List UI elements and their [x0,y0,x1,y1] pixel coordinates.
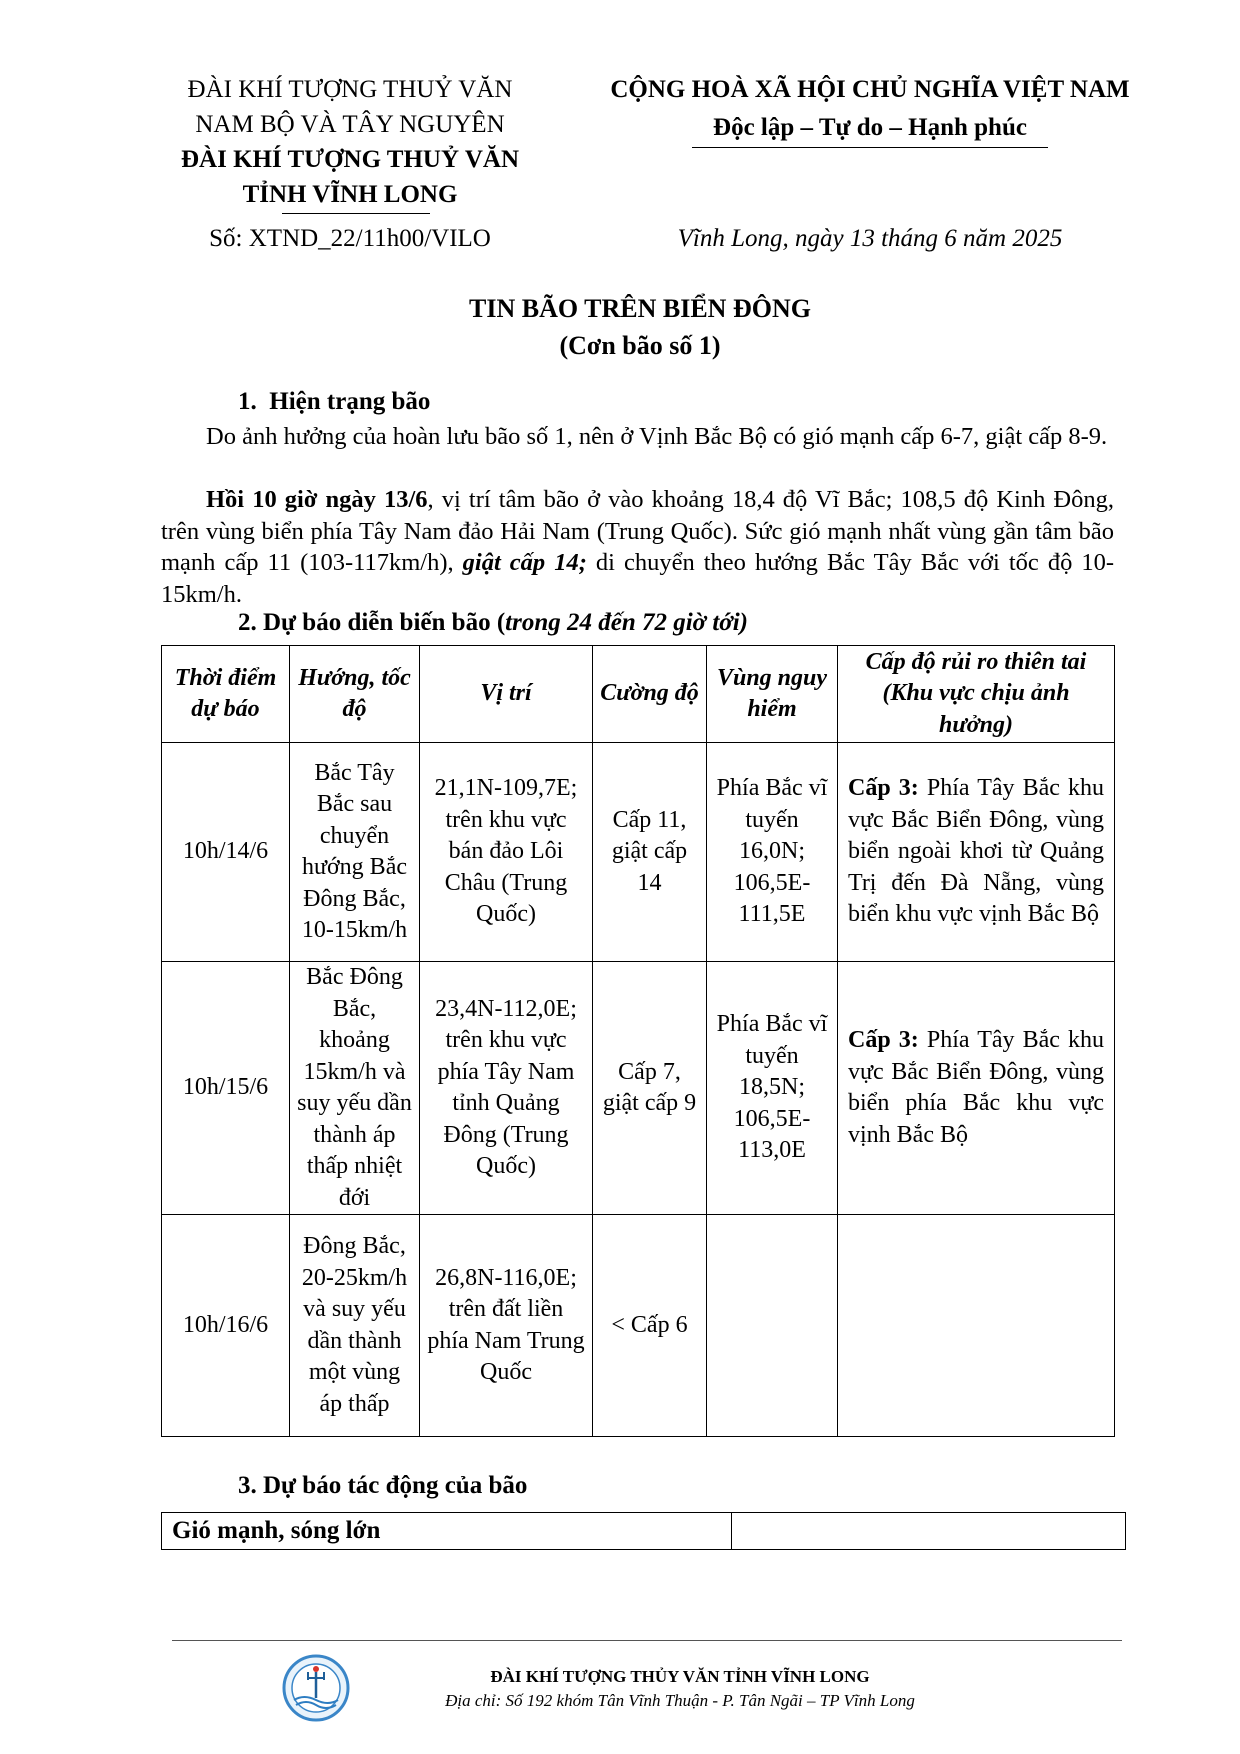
footer-org-name: ĐÀI KHÍ TƯỢNG THỦY VĂN TỈNH VĨNH LONG [490,1667,870,1686]
cell-direction: Đông Bắc, 20-25km/h và suy yếu dần thành một vùng áp thấp [290,1215,420,1437]
section1-paragraph1: Do ảnh hưởng của hoàn lưu bão số 1, nên ở Vịnh Bắc Bộ có gió mạnh cấp 6-7, giật cấp 8-9. [206,423,1108,450]
section2-heading [238,605,748,640]
cell-intensity: Cấp 11, giật cấp 14 [593,743,707,962]
col-header-direction: Hướng, tốc độ [290,646,420,743]
cell-danger-zone: Phía Bắc vĩ tuyến 16,0N; 106,5E-111,5E [707,743,838,962]
impact-table [161,1512,1126,1550]
cell-risk [838,1215,1115,1437]
cell-risk [838,743,1115,962]
footer-address: Địa chỉ: Số 192 khóm Tân Vĩnh Thuận - P. Tân Ngãi – TP Vĩnh Long [445,1691,915,1710]
section1-title: Hiện trạng bão [269,388,431,415]
col-header-risk-level: Cấp độ rủi ro thiên tai (Khu vực chịu ảnh hưởng) [838,646,1115,743]
forecast-table [161,645,1115,1437]
col-header-time: Thời điểm dự báo [162,646,290,743]
org-logo [282,1654,350,1722]
issuer-parent-line1: ĐÀI KHÍ TƯỢNG THUỶ VĂN [187,76,513,103]
observation-text: , vị trí tâm bão ở vào khoảng 18,4 độ Vĩ Bắc; 108,5 độ Kinh Đông, trên vùng biển phía Tây Nam đảo Hải Nam (Trung Quốc). Sức gió mạnh nhất vùng gần tâm bão mạnh cấp 11 (103-117km/h), [161,486,1114,576]
section1-heading [238,384,430,419]
document-subtitle: (Cơn bão số 1) [559,331,721,360]
risk-level: Cấp 3: [848,775,919,802]
cell-direction: Bắc Đông Bắc, khoảng 15km/h và suy yếu dần thành áp thấp nhiệt đới [290,962,420,1215]
issuer-name-line2: TỈNH VĨNH LONG [242,181,458,208]
cell-position: 23,4N-112,0E; trên khu vực phía Tây Nam tỉnh Quảng Đông (Trung Quốc) [420,962,593,1215]
cell-intensity: Cấp 7, giật cấp 9 [593,962,707,1215]
issuer-name-line1: ĐÀI KHÍ TƯỢNG THUỶ VĂN [180,146,519,173]
table-row [162,1215,1115,1437]
table-row [162,1513,1126,1550]
cell-position: 21,1N-109,7E; trên khu vực bán đảo Lôi Châu (Trung Quốc) [420,743,593,962]
cell-intensity: < Cấp 6 [593,1215,707,1437]
table-row [162,743,1115,962]
cell-time: 10h/16/6 [162,1215,290,1437]
risk-area: Phía Tây Bắc khu vực Bắc Biển Đông, vùng biển ngoài khơi từ Quảng Trị đến Đà Nẵng, vùng biển khu vực vịnh Bắc Bộ [848,775,1104,928]
cell-direction: Bắc Tây Bắc sau chuyển hướng Bắc Đông Bắc, 10-15km/h [290,743,420,962]
doc-number: Số: XTND_22/11h00/VILO [209,225,491,252]
risk-area: Phía Tây Bắc khu vực Bắc Biển Đông, vùng biển phía Bắc khu vực vịnh Bắc Bộ [848,1027,1104,1148]
cell-danger-zone [707,1215,838,1437]
org-logo-icon [282,1654,350,1722]
cell-risk [838,962,1115,1215]
section2-period: trong 24 đến 72 giờ tới) [505,609,748,636]
impact-wind-waves-label: Gió mạnh, sóng lớn [162,1513,732,1550]
issuer-parent-line2: NAM BỘ VÀ TÂY NGUYÊN [195,111,505,138]
cell-danger-zone: Phía Bắc vĩ tuyến 18,5N; 106,5E-113,0E [707,962,838,1215]
forecast-header-row [162,646,1115,743]
cell-position: 26,8N-116,0E; trên đất liền phía Nam Trung Quốc [420,1215,593,1437]
gust-level: giật cấp 14; [462,549,587,576]
document-title: TIN BÃO TRÊN BIỂN ĐÔNG [469,294,811,323]
section1-paragraph2 [161,484,1114,610]
cell-time: 10h/14/6 [162,743,290,962]
motto-underline [692,147,1048,148]
issue-date: Vĩnh Long, ngày 13 tháng 6 năm 2025 [677,225,1063,252]
movement-text: di chuyển theo hướng Bắc Tây Bắc với tốc độ 10-15km/h. [161,549,1115,608]
table-row [162,962,1115,1215]
cell-time: 10h/15/6 [162,962,290,1215]
observation-time: Hồi 10 giờ ngày 13/6 [206,486,428,513]
section2-title: 2. Dự báo diễn biến bão ( [238,609,506,636]
col-header-danger-zone: Vùng nguy hiểm [707,646,838,743]
risk-level: Cấp 3: [848,1027,919,1053]
national-title: CỘNG HOÀ XÃ HỘI CHỦ NGHĨA VIỆT NAM [610,76,1130,103]
issuer-block [160,72,540,212]
section3-heading: 3. Dự báo tác động của bão [238,1472,528,1499]
impact-wind-waves-value [732,1513,1126,1550]
footer-divider [172,1640,1122,1641]
col-header-intensity: Cường độ [593,646,707,743]
national-motto: Độc lập – Tự do – Hạnh phúc [713,114,1027,141]
section1-number: 1. [238,388,257,415]
issuer-underline [282,213,430,214]
col-header-position: Vị trí [420,646,593,743]
